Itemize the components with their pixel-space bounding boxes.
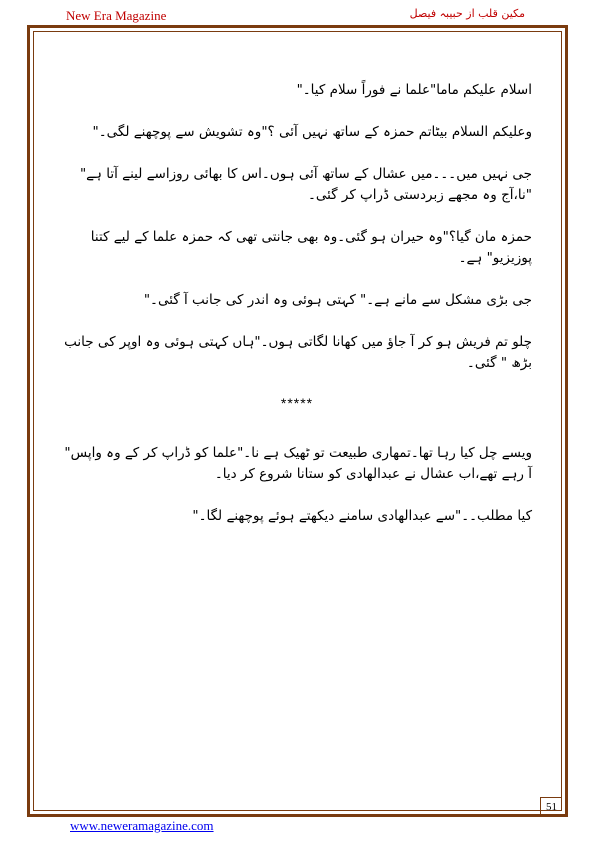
paragraph: اسلام علیکم ماما"علما نے فوراً سلام کیا۔" — [296, 82, 532, 98]
paragraph: جی نہیں میں۔۔۔میں عشال کے ساتھ آئی ہوں۔اس کا بھائی روزاسے لینے آتا ہے" "نا،آج وہ مجھے زبردستی ڈراپ کر گئی۔ — [79, 166, 532, 203]
page-number: 51 — [540, 797, 562, 815]
magazine-name: New Era Magazine — [66, 8, 167, 23]
paragraph: کیا مطلب۔۔"سے عبدالھادی سامنے دیکھتے ہوئے پوچھنے لگا۔" — [192, 508, 532, 524]
paragraph: چلو تم فریش ہو کر آ جاؤ میں کھانا لگاتی ہوں۔"ہاں کہتی ہوئی وہ اوپر کی جانب بڑھ " گئی۔ — [64, 334, 532, 371]
story-content — [62, 80, 532, 548]
paragraph: جی بڑی مشکل سے مانے ہے۔" کہتی ہوئی وہ اندر کی جانب آ گئی۔" — [143, 292, 532, 308]
paragraph: وعلیکم السلام بیٹاتم حمزہ کے ساتھ نہیں آئی ؟"وہ تشویش سے پوچھنے لگی۔" — [92, 124, 532, 140]
website-link[interactable]: www.neweramagazine.com — [70, 818, 214, 833]
paragraph: ویسے چل کیا رہا تھا۔تمھاری طبیعت تو ٹھیک ہے نا۔"علما کو ڈراپ کر کے وہ واپس" آ رہے تھے،اب عشال نے عبدالھادی کو ستانا شروع کر دیا۔ — [64, 445, 532, 482]
paragraph: حمزہ مان گیا؟"وہ حیران ہو گئی۔وہ بھی جانتی تھی کہ حمزہ علما کے لیے کتنا پوزیزیو" ہے۔ — [90, 229, 532, 266]
story-title: مکین قلب از حبیبہ فیصل — [409, 7, 525, 20]
scene-separator: ***** — [280, 395, 314, 411]
